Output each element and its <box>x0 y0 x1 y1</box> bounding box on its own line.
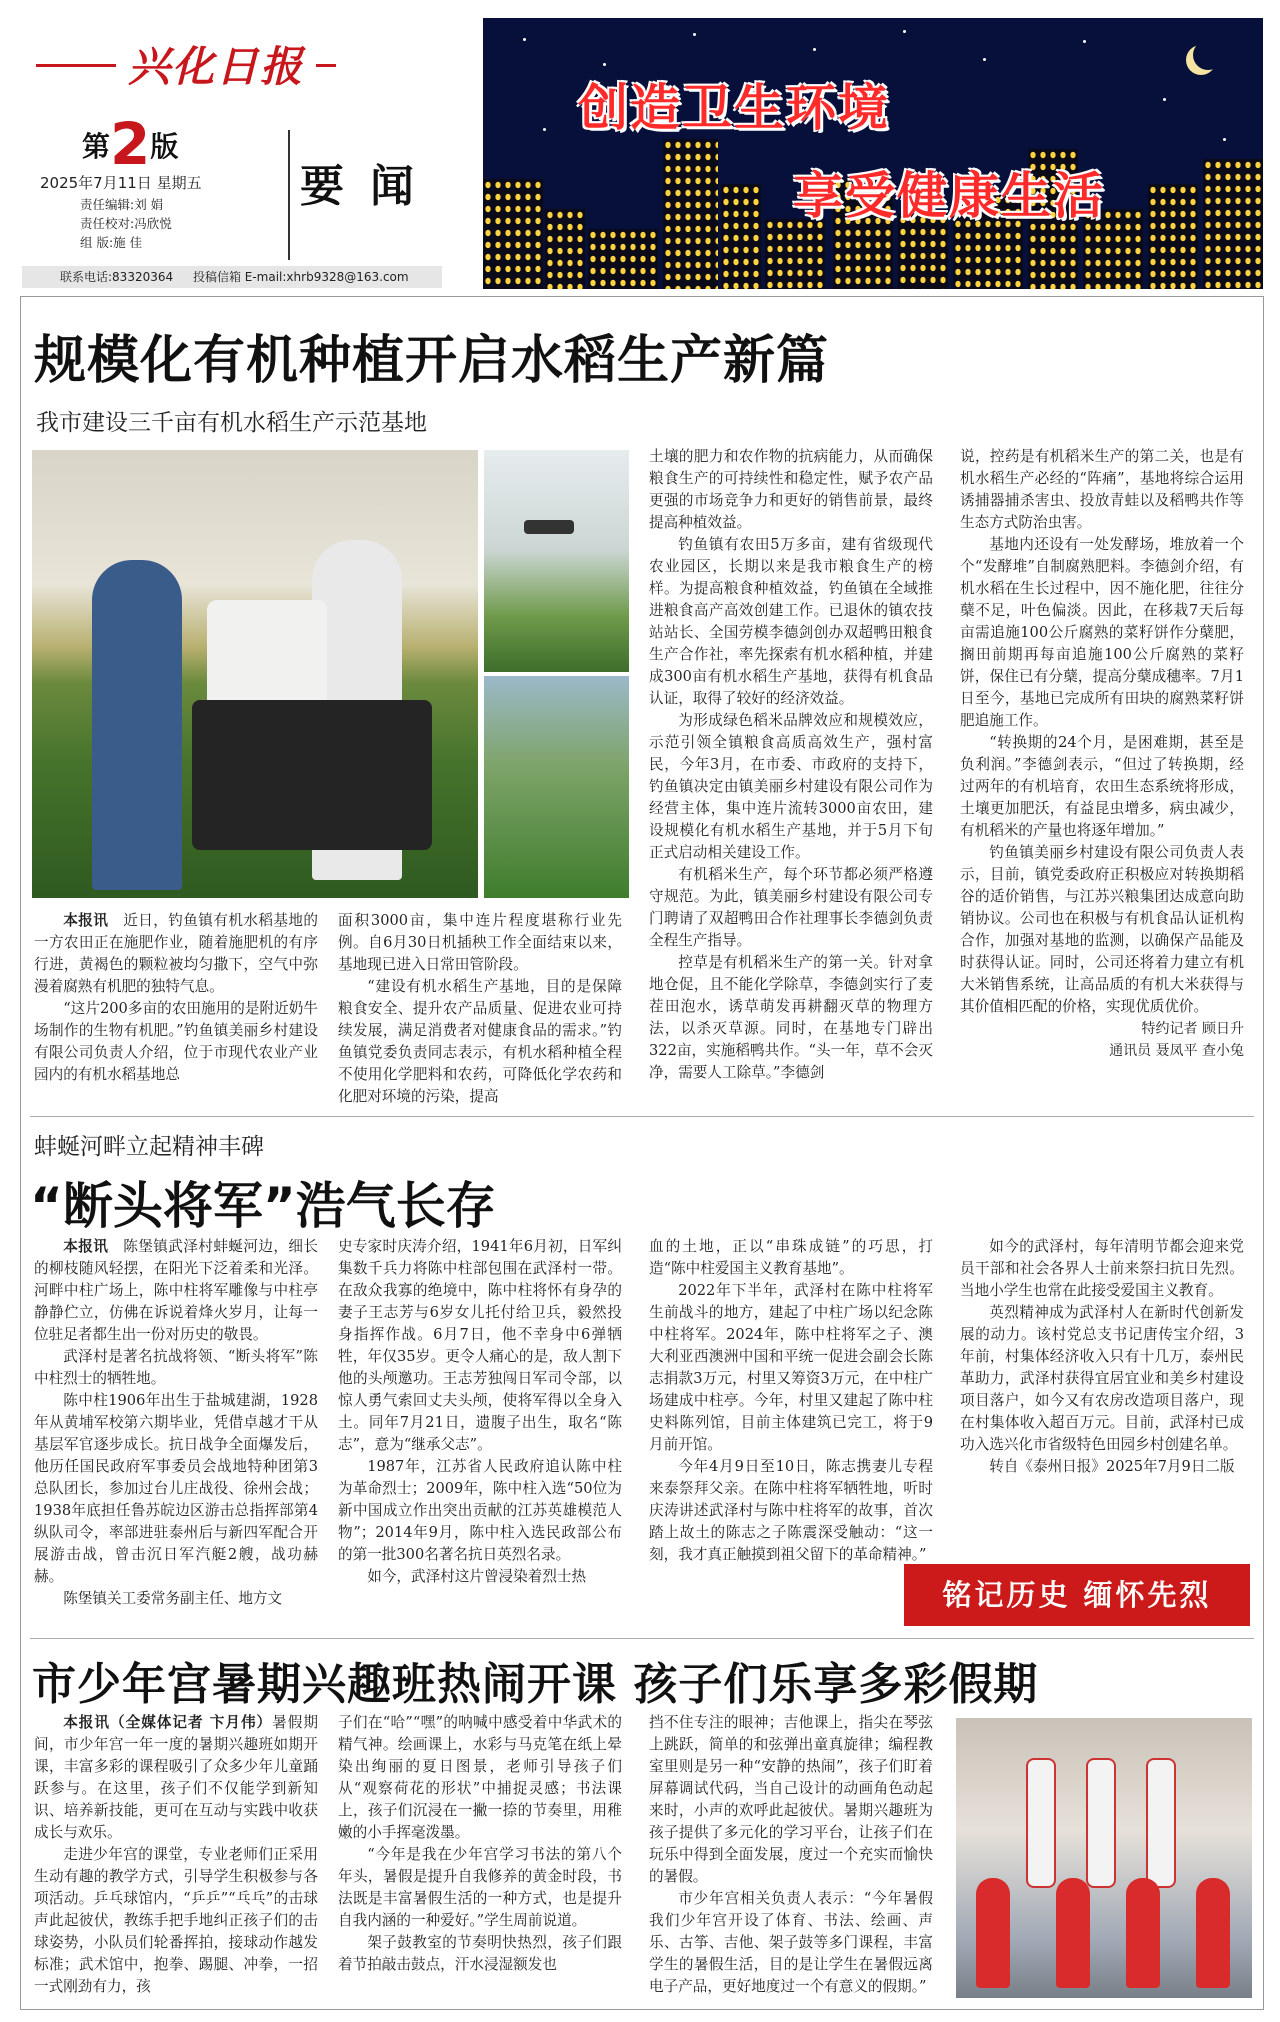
memorial-tag: 铭记历史 缅怀先烈 <box>904 1564 1250 1626</box>
paragraph: 本报讯（全媒体记者 卞月伟）暑假期间，市少年宫一年一度的暑期兴趣班如期开课，丰富多彩的课程吸引了众多少年儿童踊跃参与。在这里，孩子们不仅能学到新知识、培养新技能，更可在互动与实践中收获成长与欢乐。 <box>34 1714 318 1841</box>
paragraph: 走进少年宫的课堂，专业老师们正采用生动有趣的教学方式，引导学生积极参与各项活动。乒乓球馆内，“乒乒”“乓乓”的击球声此起彼伏，教练手把手地纠正孩子们的击球姿势，小队员们轮番挥拍，接球动作越发标准；武术馆中，抱拳、踢腿、冲拳，一招一式刚劲有力，孩 <box>34 1846 318 1995</box>
paragraph: 挡不住专注的眼神；吉他课上，指尖在琴弦上跳跃，简单的和弦弹出童真旋律；编程教室里则是另一种“安静的热闹”，孩子们盯着屏幕调试代码，当自己设计的动画角色动起来时，小声的欢呼此起彼伏。暑期兴趣班为孩子提供了多元化的学习平台，让孩子们在玩乐中得到全面发展，度过一个充实而愉快的暑假。 <box>649 1714 933 1885</box>
article2-col1 <box>34 1236 318 1610</box>
contact-phone: 联系电话:83320364 <box>60 270 174 284</box>
photo-paddy-field <box>484 676 629 898</box>
article3-headline: 市少年宫暑期兴趣班热闹开课 孩子们乐享多彩假期 <box>32 1659 1039 1710</box>
edition-label <box>82 110 178 178</box>
paragraph: 如今的武泽村，每年清明节都会迎来党员干部和社会各界人士前来祭扫抗日先烈。当地小学生也常在此接受爱国主义教育。 <box>960 1238 1244 1299</box>
banner-slogan-2: 享受健康生活 <box>793 167 1105 225</box>
paragraph: “建设有机水稻生产基地，目的是保障粮食安全、提升农产品质量、促进农业可持续发展，满足消费者对健康食品的需求。”钓鱼镇党委负责同志表示，有机水稻种植全程不使用化学肥料和农药，可降低化学农药和化肥对环境的污染，提高 <box>338 978 622 1105</box>
paragraph: 钓鱼镇有农田5万多亩，建有省级现代农业园区，长期以来是我市粮食生产的榜样。为提高粮食种植效益，钓鱼镇在全域推进粮食高产高效创建工作。已退休的镇农技站站长、全国劳模李德剑创办双超鸭田粮食生产合作社，率先探索有机水稻种植，并建成300亩有机水稻生产基地，获得有机食品认证，取得了较好的经济效益。 <box>649 536 933 707</box>
paragraph: 面积3000亩，集中连片程度堪称行业先例。自6月30日机插秧工作全面结束以来，基地现已进入日常田管阶段。 <box>338 912 622 973</box>
staff-editor: 责任编辑:刘 娟 <box>80 197 164 212</box>
paragraph: 架子鼓教室的节奏明快热烈，孩子们跟着节拍敲击鼓点，汗水浸湿额发也 <box>338 1934 622 1973</box>
paragraph: 武泽村是著名抗战将领、“断头将军”陈中柱烈士的牺牲地。 <box>34 1348 318 1387</box>
drone-icon <box>524 520 574 534</box>
staff-layout: 组 版:施 佳 <box>80 235 143 250</box>
staff-list <box>80 195 172 252</box>
paragraph: 为形成绿色稻米品牌效应和规模效应，示范引领全镇粮食高质高效生产，强村富民，今年3月，在市委、市政府的支持下，钓鱼镇决定由镇美丽乡村建设有限公司作为经营主体，集中连片流转3000亩农田，建设规模化有机水稻生产基地，并于5月下旬正式启动相关建设工作。 <box>649 712 933 861</box>
article2-col4 <box>960 1236 1244 1478</box>
masthead-divider <box>288 130 290 260</box>
article1-subhead: 我市建设三千亩有机水稻生产示范基地 <box>36 410 427 436</box>
paragraph: 陈中柱1906年出生于盐城建湖，1928年从黄埔军校第六期毕业，凭借卓越才干从基层军官逐步成长。抗日战争全面爆发后，他历任国民政府军事委员会战地特种团第3总队团长，参加过台儿庄战役、徐州会战；1938年底担任鲁苏皖边区游击总指挥部第4纵队司令，率部进驻泰州后与新四军配合开展游击战，曾击沉日军汽艇2艘，战功赫赫。 <box>34 1392 318 1585</box>
paragraph: 英烈精神成为武泽村人在新时代创新发展的动力。该村党总支书记唐传宝介绍，3年前，村集体经济收入只有十几万，泰州民革助力，武泽村获得宜居宜业和美乡村建设项目落户，如今又有农房改造项目落户，现在村集体收入超百万元。目前，武泽村已成功入选兴化市省级特色田园乡村创建名单。 <box>960 1304 1244 1453</box>
paragraph: 土壤的肥力和农作物的抗病能力，从而确保粮食生产的可持续性和稳定性，赋予农产品更强的市场竞争力和更好的销售前景，最终提高种植效益。 <box>649 448 933 531</box>
paragraph: “转换期的24个月，是困难期，甚至是负利润。”李德剑表示，“但过了转换期，经过两年的有机培育，农田生态系统将形成，土壤更加肥沃，有益昆虫增多，病虫减少，有机稻米的产量也将逐年增加。” <box>960 734 1244 839</box>
article3-col2 <box>338 1712 622 1976</box>
paragraph: 血的土地，正以“串珠成链”的巧思，打造“陈中柱爱国主义教育基地”。 <box>649 1238 933 1277</box>
contact-email: 投稿信箱 E-mail:xhrb9328@163.com <box>192 270 409 284</box>
paragraph: “这片200多亩的农田施用的是附近奶牛场制作的生物有机肥。”钓鱼镇美丽乡村建设有限公司负责人介绍，位于市现代农业产业园内的有机水稻基地总 <box>34 1000 318 1083</box>
article3-col3 <box>649 1712 933 1998</box>
section-name: 要闻 <box>300 161 440 212</box>
lead-label: 本报讯 <box>63 912 109 929</box>
paragraph: 市少年宫相关负责人表示：“今年暑假我们少年宫开设了体育、书法、绘画、声乐、古筝、吉他、架子鼓等多门课程，丰富学生的暑假生活，目的是让学生在暑假远离电子产品，更好地度过一个有意义的假期。” <box>649 1890 933 1995</box>
paragraph: 陈堡镇关工委常务副主任、地方文 <box>63 1590 283 1607</box>
article-divider <box>30 1116 1254 1117</box>
lead-label: 本报讯 <box>63 1238 109 1255</box>
article2-col3 <box>649 1236 933 1566</box>
paragraph: 子们在“哈”“嘿”的呐喊中感受着中华武术的精气神。绘画课上，水彩与马克笔在纸上晕染出绚丽的夏日图景，老师引导孩子们从“观察荷花的形状”中捕捉灵感；书法课上，孩子们沉浸在一撇一捺的节奏里，用稚嫩的小手挥毫泼墨。 <box>338 1714 622 1841</box>
article1-col1 <box>34 910 318 1086</box>
article1-col3 <box>649 446 933 1084</box>
issue-date: 2025年7月11日 星期五 <box>40 174 202 192</box>
newspaper-logo <box>36 30 336 90</box>
article3-col1 <box>34 1712 318 1998</box>
paragraph: 有机稻米生产，每个环节都必须严格遵守规范。为此，镇美丽乡村建设有限公司专门聘请了双超鸭田合作社理事长李德剑负责全程生产指导。 <box>649 866 933 949</box>
public-health-banner <box>483 18 1263 289</box>
staff-proofreader: 责任校对:冯欣悦 <box>80 216 172 231</box>
article1-col2 <box>338 910 622 1108</box>
edition-suffix: 版 <box>150 130 179 163</box>
masthead <box>0 0 1280 290</box>
paragraph: 如今，武泽村这片曾浸染着烈士热 <box>367 1568 587 1585</box>
edition-prefix: 第 <box>82 130 111 163</box>
article1-col4 <box>960 446 1244 1062</box>
article2-kicker: 蚌蜒河畔立起精神丰碑 <box>34 1134 264 1160</box>
moon-icon <box>1193 40 1223 70</box>
paragraph: 史专家时庆涛介绍，1941年6月初，日军纠集数千兵力将陈中柱部包围在武泽村一带。在敌众我寡的绝境中，陈中柱将怀有身孕的妻子王志芳与6岁女儿托付给卫兵，毅然投身指挥作战。6月7日，他不幸身中6弹牺牲，年仅35岁。更令人痛心的是，敌人割下他的头颅邀功。王志芳独闯日军司令部，以惊人勇气索回丈夫头颅，使将军得以全身入土。同年7月21日，遗腹子出生，取名“陈志”，意为“继承父志”。 <box>338 1238 622 1453</box>
brand-name: 兴化日报 <box>128 42 305 91</box>
paragraph: 本报讯 近日，钓鱼镇有机水稻基地的一方农田正在施肥作业，随着施肥机的有序行进，黄褐色的颗粒被均匀撒下，空气中弥漫着腐熟有机肥的独特气息。 <box>34 912 318 995</box>
lead-label: 本报讯（全媒体记者 卞月伟） <box>63 1714 273 1731</box>
photo-fertilizer-drone <box>32 450 478 898</box>
paragraph: 基地内还设有一处发酵场，堆放着一个个“发酵堆”自制腐熟肥料。李德剑介绍，有机水稻在生长过程中，因不施化肥，往往分蘖不足，叶色偏淡。因此，在移栽7天后每亩需追施100公斤腐熟的菜籽饼作分蘖肥，搁田前期再每亩追施100公斤腐熟的菜籽饼，保住已有分蘖，提高分蘖成穗率。7月1日至今，基地已完成所有田块的腐熟菜籽饼肥追施工作。 <box>960 536 1244 729</box>
article1-byline: 特约记者 顾日升 通讯员 聂凤平 查小兔 <box>1109 1021 1244 1059</box>
logo-rule-left <box>36 64 116 67</box>
paragraph: 控草是有机稻米生产的第一关。针对拿地仓促，且不能化学除草，李德剑实行了麦茬田泡水，诱草萌发再耕翻灭草的物理方法，以杀灭草源。同时，在基地专门辟出322亩，实施稻鸭共作。“头一年，草不会灭净，需要人工除草。”李德剑 <box>649 954 933 1081</box>
photo-drone-over-field <box>484 450 629 672</box>
article1-headline: 规模化有机种植开启水稻生产新篇 <box>34 331 830 391</box>
logo-rule-right <box>316 64 336 67</box>
article2-col2 <box>338 1236 622 1588</box>
paragraph: 说，控药是有机稻米生产的第二关，也是有机水稻生产必经的“阵痛”，基地将综合运用诱捕器捕杀害虫、投放青蛙以及稻鸭共作等生态方式防治虫害。 <box>960 448 1244 531</box>
paragraph: 2022年下半年，武泽村在陈中柱将军生前战斗的地方，建起了中柱广场以纪念陈中柱将军。2024年，陈中柱将军之子、澳大利亚西澳洲中国和平统一促进会副会长陈志捐款3万元，村里又筹资3万元，在中柱广场建成中柱亭。今年，村里又建起了陈中柱史料陈列馆，目前主体建筑已完工，将于9月前开馆。 <box>649 1282 933 1453</box>
article-divider <box>30 1638 1254 1639</box>
paragraph: “今年是我在少年宫学习书法的第八个年头，暑假是提升自我修养的黄金时段，书法既是丰富暑假生活的一种方式，也是提升自我内涵的一种爱好。”学生周前说道。 <box>338 1846 622 1929</box>
paragraph: 今年4月9日至10日，陈志携妻儿专程来泰祭拜父亲。在陈中柱将军牺牲地，听时庆涛讲述武泽村与陈中柱将军的故事，首次踏上故土的陈志之子陈震深受触动：“这一刻，我才真正触摸到祖父留下的革命精神。” <box>649 1458 933 1563</box>
article2-headline: “断头将军”浩气长存 <box>30 1177 496 1235</box>
contact-bar <box>22 266 442 288</box>
paragraph: 本报讯 陈堡镇武泽村蚌蜒河边，细长的柳枝随风轻摆，在阳光下泛着柔和光泽。河畔中柱广场上，陈中柱将军雕像与中柱亭静静伫立，仿佛在诉说着烽火岁月，让每一位驻足者都生出一份对历史的敬畏。 <box>34 1238 318 1343</box>
paragraph: 钓鱼镇美丽乡村建设有限公司负责人表示，目前，镇党委政府正积极应对转换期稻谷的适价销售，与江苏兴粮集团达成意向助销协议。公司也在积极与有机食品认证机构合作，加强对基地的监测，以确保产品能及时获得认证。同时，公司还将着力建立有机大米销售系统，让高品质的有机大米获得与其价值相匹配的价格，实现优质优价。 <box>960 844 1244 1015</box>
banner-slogan-1: 创造卫生环境 <box>578 79 890 137</box>
article2-source: 转自《泰州日报》2025年7月9日二版 <box>989 1458 1235 1475</box>
paragraph: 1987年，江苏省人民政府追认陈中柱为革命烈士；2009年，陈中柱入选“50位为新中国成立作出突出贡献的江苏英雄模范人物”；2014年9月，陈中柱入选民政部公布的第一批300名著名抗日英烈名录。 <box>338 1458 622 1563</box>
edition-number: 2 <box>110 110 151 178</box>
photo-kids-boxing-class <box>956 1718 1252 1998</box>
